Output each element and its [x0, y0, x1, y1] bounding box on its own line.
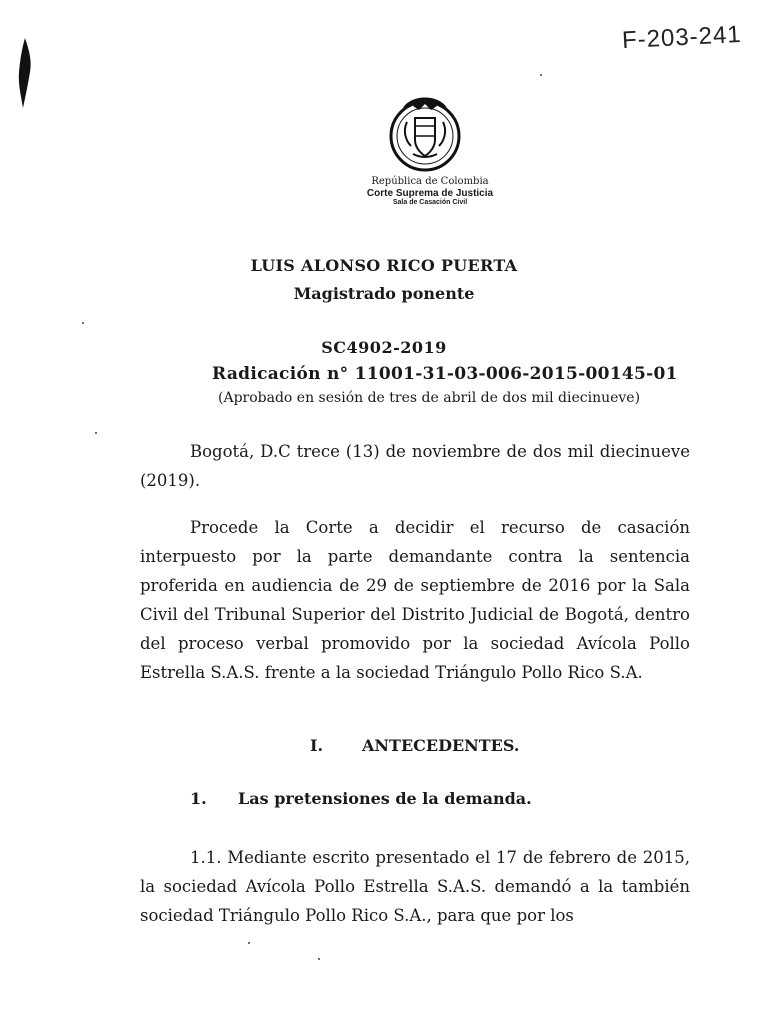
decision-id: SC4902-2019 [321, 338, 447, 357]
section-number: I. [310, 736, 324, 755]
scan-speck [82, 322, 84, 324]
magistrate-name: LUIS ALONSO RICO PUERTA [250, 256, 518, 275]
date-paragraph: Bogotá, D.C trece (13) de noviembre de dos mil diecinueve (2019). [140, 442, 690, 490]
paragraph-1-1: 1.1. Mediante escrito presentado el 17 de febrero de 2015, la sociedad Avícola Pollo Estrella S.A.S. demandó a la también sociedad Triángulo Pollo Rico S.A., para que por los [140, 848, 690, 925]
handwritten-file-number: F-203-241 [621, 20, 743, 55]
scan-speck [95, 432, 97, 434]
subsection-number: 1. [190, 789, 207, 808]
subsection-heading [190, 789, 532, 808]
subsection-title: Las pretensiones de la demanda. [238, 789, 532, 808]
seal-court: Corte Suprema de Justicia [366, 187, 494, 199]
scan-speck [248, 942, 250, 944]
coat-of-arms-seal [385, 88, 465, 174]
section-title: ANTECEDENTES. [362, 736, 520, 755]
section-heading [310, 736, 519, 755]
magistrate-role: Magistrado ponente [293, 284, 475, 303]
radicacion-number: Radicación n° 11001-31-03-006-2015-00145-01 [212, 364, 678, 384]
scan-speck [318, 958, 320, 960]
approval-note: (Aprobado en sesión de tres de abril de dos mil diecinueve) [218, 390, 641, 406]
intro-paragraph: Procede la Corte a decidir el recurso de casación interpuesto por la parte demandante contra la sentencia proferida en audiencia de 29 de septiembre de 2016 por la Sala Civil del Tribunal Superior del Distrito Judicial de Bogotá, dentro del proceso verbal promovido por la sociedad Avícola Pollo Estrella S.A.S. frente a la sociedad Triángulo Pollo Rico S.A. [140, 518, 690, 682]
seal-chamber: Sala de Casación Civil [392, 199, 468, 206]
seal-country: República de Colombia [371, 176, 489, 187]
scan-speck [540, 74, 542, 76]
scan-artifact-mark [14, 38, 36, 112]
seal-caption [330, 176, 530, 207]
